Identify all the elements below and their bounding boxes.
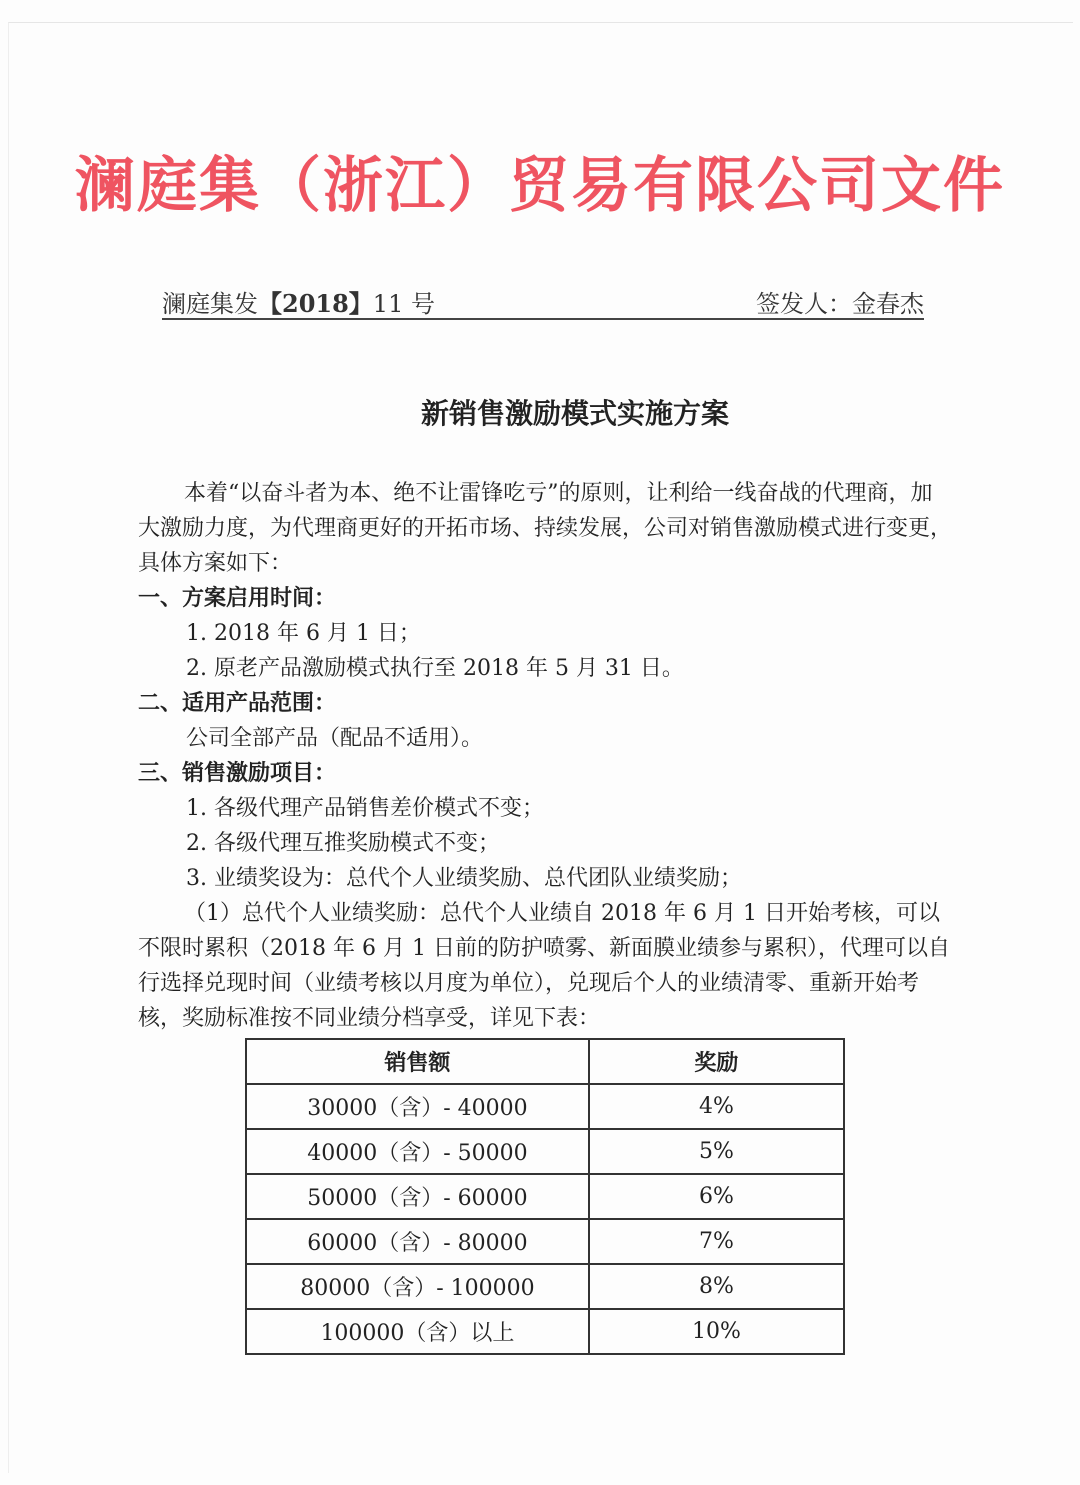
document-number — [162, 284, 435, 319]
section-1-item: 1. 2018 年 6 月 1 日； — [186, 621, 421, 646]
section-2-heading: 二、适用产品范围： — [138, 691, 337, 716]
table-header-sales: 销售额 — [246, 1039, 589, 1084]
document-title: 新销售激励模式实施方案 — [420, 397, 729, 430]
table-row — [246, 1264, 844, 1309]
section-3-item: 2. 各级代理互推奖励模式不变； — [186, 831, 500, 856]
section-3-item: 1. 各级代理产品销售差价模式不变； — [186, 796, 544, 821]
table-cell-reward: 8% — [589, 1264, 844, 1309]
table-row — [246, 1309, 844, 1354]
table-cell-reward: 4% — [589, 1084, 844, 1129]
intro-paragraph: 本着“以奋斗者为本、绝不让雷锋吃亏”的原则，让利给一线奋战的代理商，加大激励力度，为代理商更好的开拓市场、持续发展，公司对销售激励模式进行变更，具体方案如下： — [138, 481, 953, 576]
document-number-prefix: 澜庭集发 — [162, 290, 258, 318]
issuer-label: 签发人： — [756, 290, 852, 318]
table-cell-sales: 40000（含）- 50000 — [246, 1129, 589, 1174]
table-cell-sales: 30000（含）- 40000 — [246, 1084, 589, 1129]
table-row — [246, 1084, 844, 1129]
document-number-suffix: 11 号 — [372, 290, 435, 318]
table-row — [246, 1219, 844, 1264]
section-3-sub-paragraph: （1）总代个人业绩奖励：总代个人业绩自 2018 年 6 月 1 日开始考核，可以不限时累积（2018 年 6 月 1 日前的防护喷雾、新面膜业绩参与累积），代理可以自行选择兑现时间（业绩考核以月度为单位），兑现后个人的业绩清零、重新开始考核，奖励标准按不同业绩分档享受，详见下表： — [138, 901, 950, 1031]
section-1-heading: 一、方案启用时间： — [138, 586, 337, 611]
section-2-item: 公司全部产品（配品不适用）。 — [186, 726, 484, 751]
section-3-heading: 三、销售激励项目： — [138, 761, 337, 786]
document-number-row — [162, 284, 924, 320]
document-number-year: 【2018】 — [258, 289, 373, 318]
section-3-item: 3. 业绩奖设为：总代个人业绩奖励、总代团队业绩奖励； — [186, 866, 742, 891]
table-cell-reward: 6% — [589, 1174, 844, 1219]
table-cell-sales: 60000（含）- 80000 — [246, 1219, 589, 1264]
issuer — [756, 284, 924, 319]
table-cell-reward: 7% — [589, 1219, 844, 1264]
table-cell-sales: 50000（含）- 60000 — [246, 1174, 589, 1219]
table-header-reward: 奖励 — [589, 1039, 844, 1084]
table-cell-sales: 80000（含）- 100000 — [246, 1264, 589, 1309]
reward-table — [245, 1038, 845, 1355]
document-body — [138, 476, 954, 1036]
table-cell-sales: 100000（含）以上 — [246, 1309, 589, 1354]
table-cell-reward: 5% — [589, 1129, 844, 1174]
document-header-title: 澜庭集（浙江）贸易有限公司文件 — [75, 151, 1005, 221]
table-row — [246, 1174, 844, 1219]
table-cell-reward: 10% — [589, 1309, 844, 1354]
issuer-name: 金春杰 — [852, 290, 924, 318]
table-row — [246, 1129, 844, 1174]
section-1-item: 2. 原老产品激励模式执行至 2018 年 5 月 31 日。 — [186, 656, 684, 681]
table-header-row — [246, 1039, 844, 1084]
